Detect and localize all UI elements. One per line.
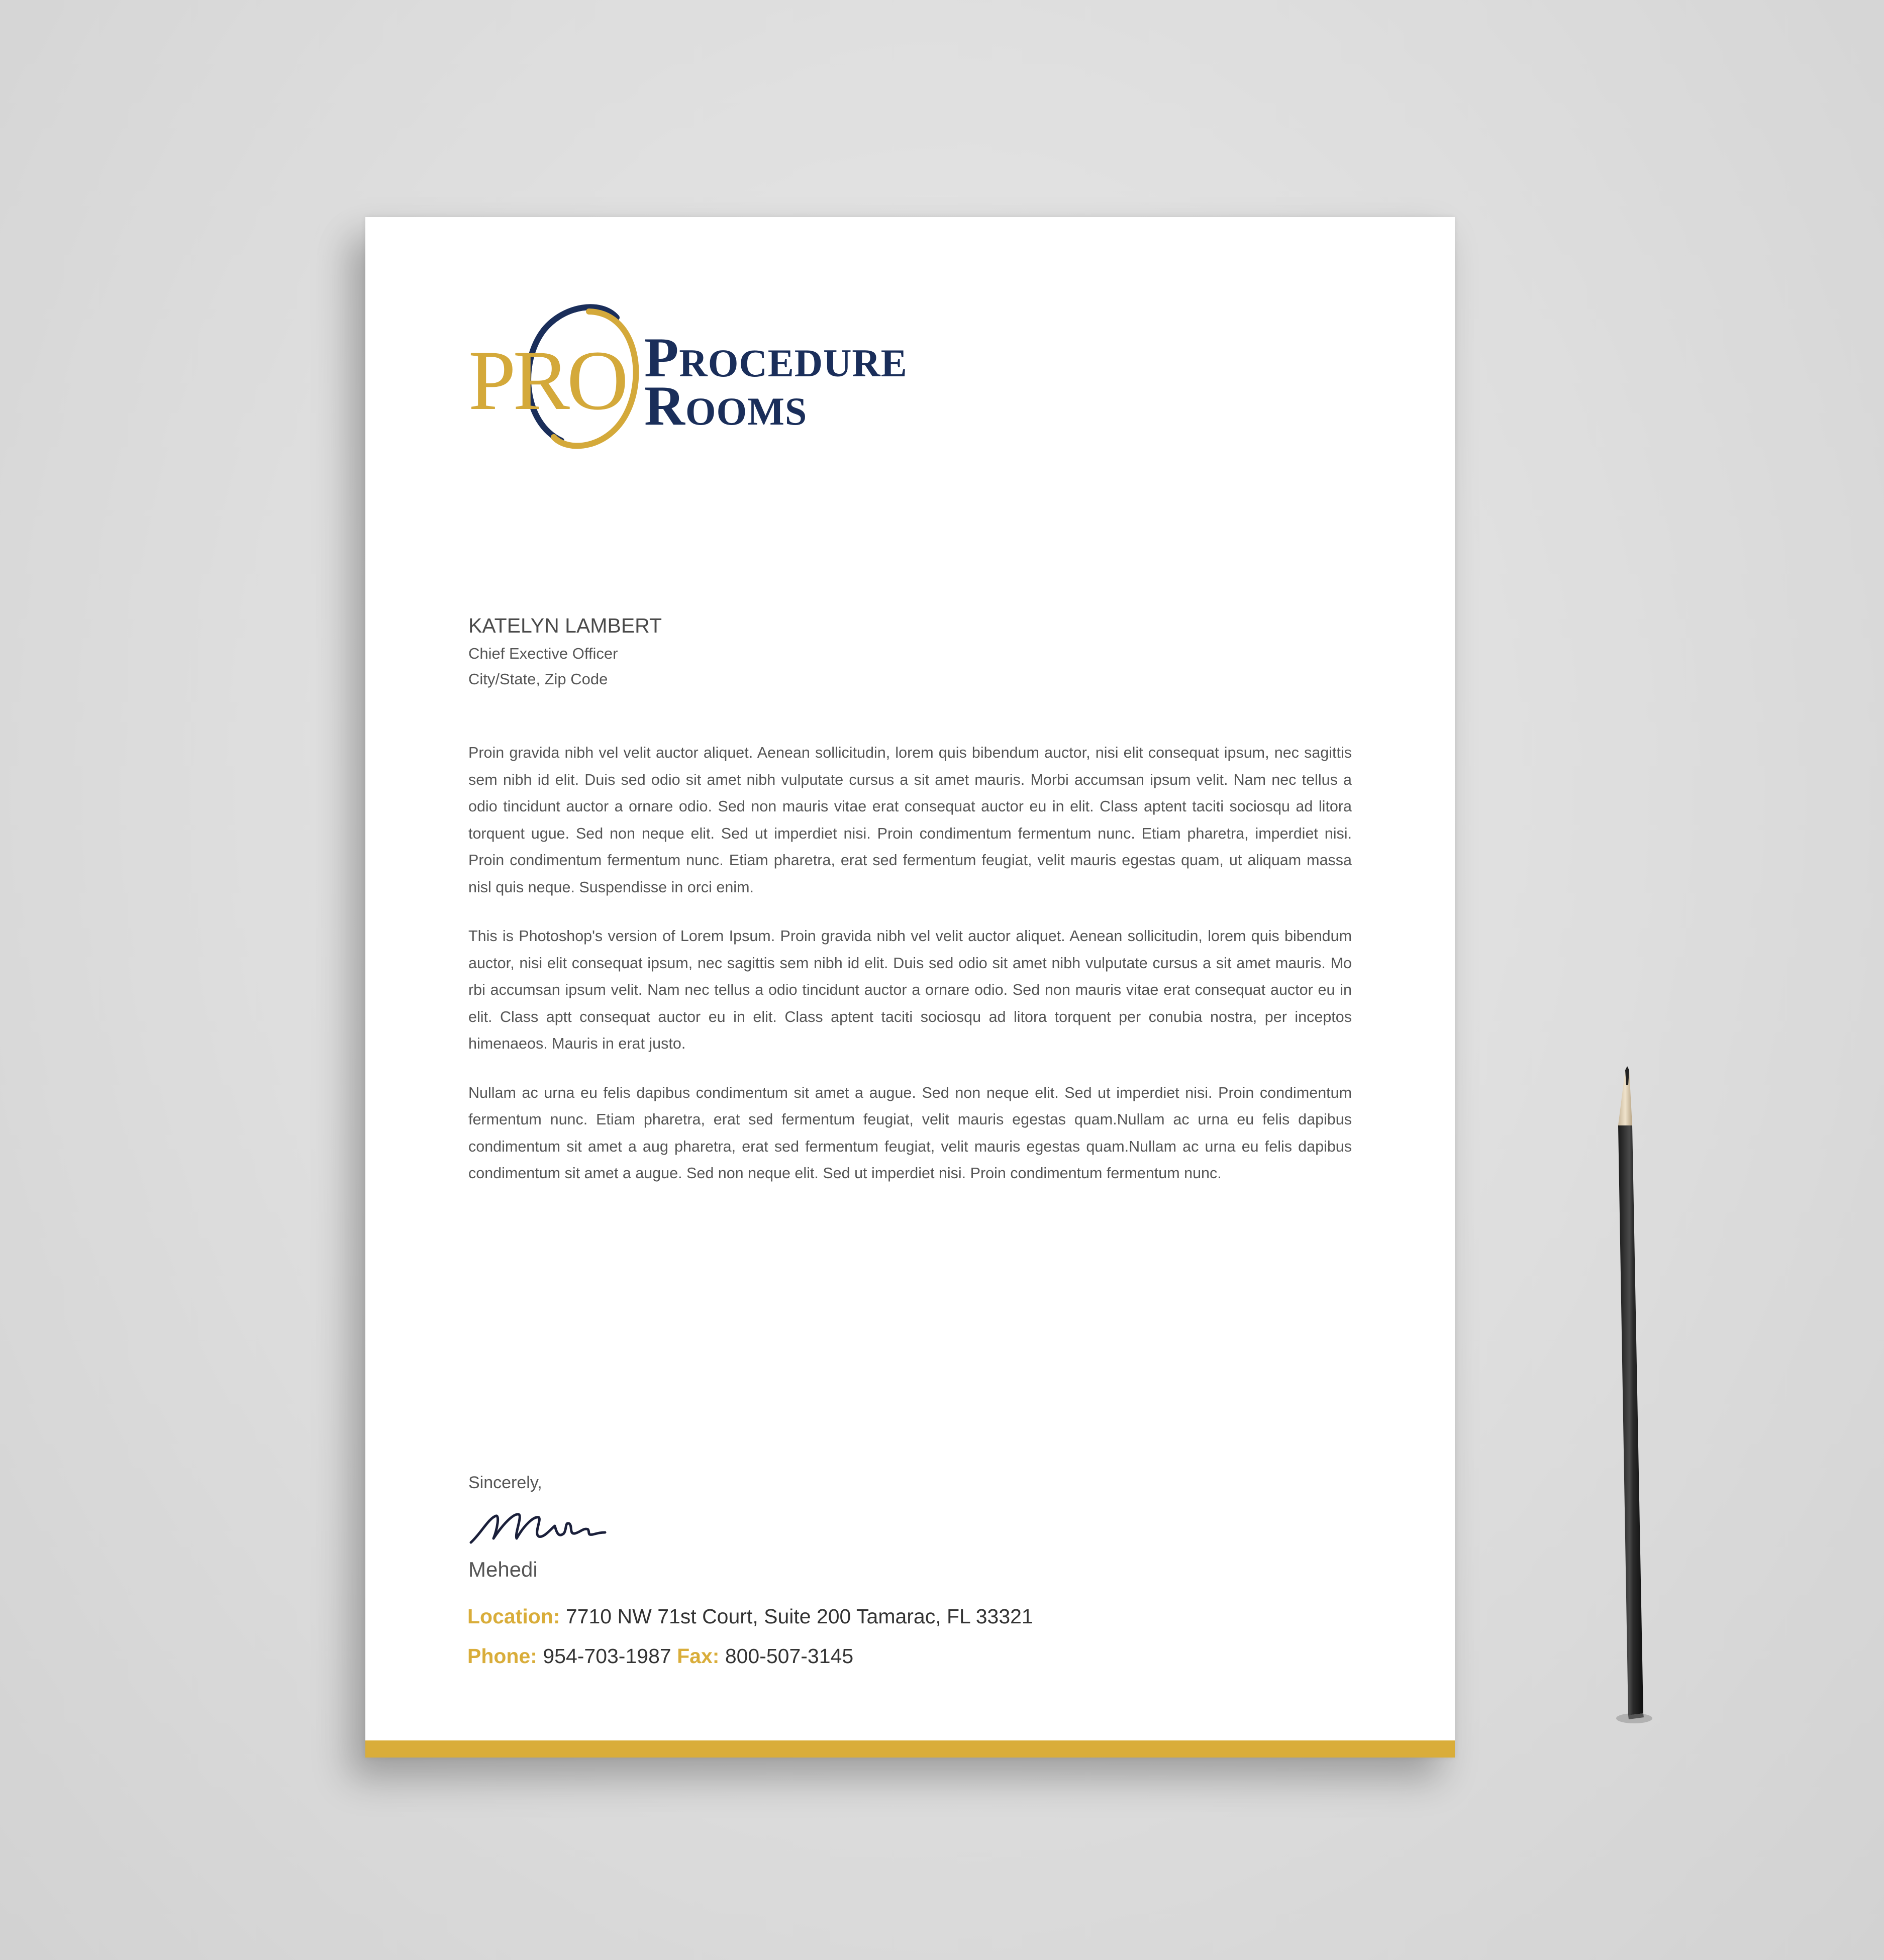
addressee-block (468, 614, 662, 696)
letter-body (468, 740, 1352, 1209)
signer-name: Mehedi (468, 1558, 538, 1581)
phone-value: 954-703-1987 (543, 1644, 671, 1668)
location-value: 7710 NW 71st Court, Suite 200 Tamarac, FL 33321 (565, 1605, 1033, 1628)
footer-accent-bar (365, 1740, 1455, 1758)
addressee-name: KATELYN LAMBERT (468, 614, 662, 637)
letterhead-paper (365, 217, 1455, 1758)
closing-block (468, 1473, 542, 1581)
logo-mark-text: PRO (468, 333, 626, 428)
closing-word: Sincerely, (468, 1473, 542, 1492)
body-paragraph: This is Photoshop's version of Lorem Ipsum. Proin gravida nibh vel velit auctor aliquet. Aenean sollicitudin, lorem quis bibendum auctor, nisi elit consequat ipsum, nec sagittis sem nibh id elit. Duis sed odio sit amet nibh vulputate cursus a sit amet mauris. Mo rbi accumsan ipsum velit. Nam nec tellus a odio tincidunt auctor a ornare odio. Sed non mauris vitae erat consequat auctor eu in elit. Class aptt consequat auctor eu in elit. Class aptent taciti sociosqu ad litora torquent per conubia nostra, per inceptos himenaeos. Mauris in erat justo. (468, 927, 1352, 1052)
fax-label: Fax: (677, 1644, 720, 1668)
company-logo (468, 302, 981, 453)
body-paragraph: Proin gravida nibh vel velit auctor aliquet. Aenean sollicitudin, lorem quis bibendum auctor, nisi elit consequat ipsum, nec sagittis sem nibh id elit. Duis sed odio sit amet nibh vulputate cursus a sit amet mauris. Morbi accumsan ipsum velit. Nam nec tellus a odio tincidunt auctor a ornare odio. Sed non mauris vitae erat consequat auctor eu in elit. Class aptent taciti sociosqu ad litora torquent ugue. Sed non neque elit. Sed ut imperdiet nisi. Proin condimentum fermentum nunc. Etiam pharetra, imperdiet nisi. Proin condimentum fermentum nunc. Etiam pharetra, erat sed fermentum feugiat, velit mauris egestas quam, ut aliquam massa nisl quis neque. Suspendisse in orci enim. (468, 744, 1352, 896)
contact-location-row (467, 1605, 1033, 1628)
location-label: Location: (467, 1605, 560, 1628)
contact-footer (467, 1605, 1033, 1684)
pencil-icon (1608, 1065, 1653, 1728)
signature-image (468, 1503, 609, 1549)
addressee-location: City/State, Zip Code (468, 670, 608, 688)
logo-company-name (644, 327, 908, 438)
logo-name-line1: Procedure (644, 327, 908, 389)
phone-label: Phone: (467, 1644, 537, 1668)
addressee-title: Chief Exective Officer (468, 645, 618, 662)
body-paragraph: Nullam ac urna eu felis dapibus condimentum sit amet a augue. Sed non neque elit. Sed ut imperdiet nisi. Proin condimentum fermentum nunc. Etiam pharetra, erat sed fermentum feugiat, velit mauris egestas quam.Nullam ac urna eu felis dapibus condimentum sit amet a aug pharetra, erat sed fermentum feugiat, velit mauris egestas quam.Nullam ac urna eu felis dapibus condimentum sit amet a augue. Sed non neque elit. Sed ut imperdiet nisi. Proin condimentum fermentum nunc. (468, 1084, 1352, 1182)
logo-name-line2: Rooms (644, 375, 808, 438)
fax-value: 800-507-3145 (725, 1644, 854, 1668)
contact-phone-row (467, 1644, 1033, 1668)
